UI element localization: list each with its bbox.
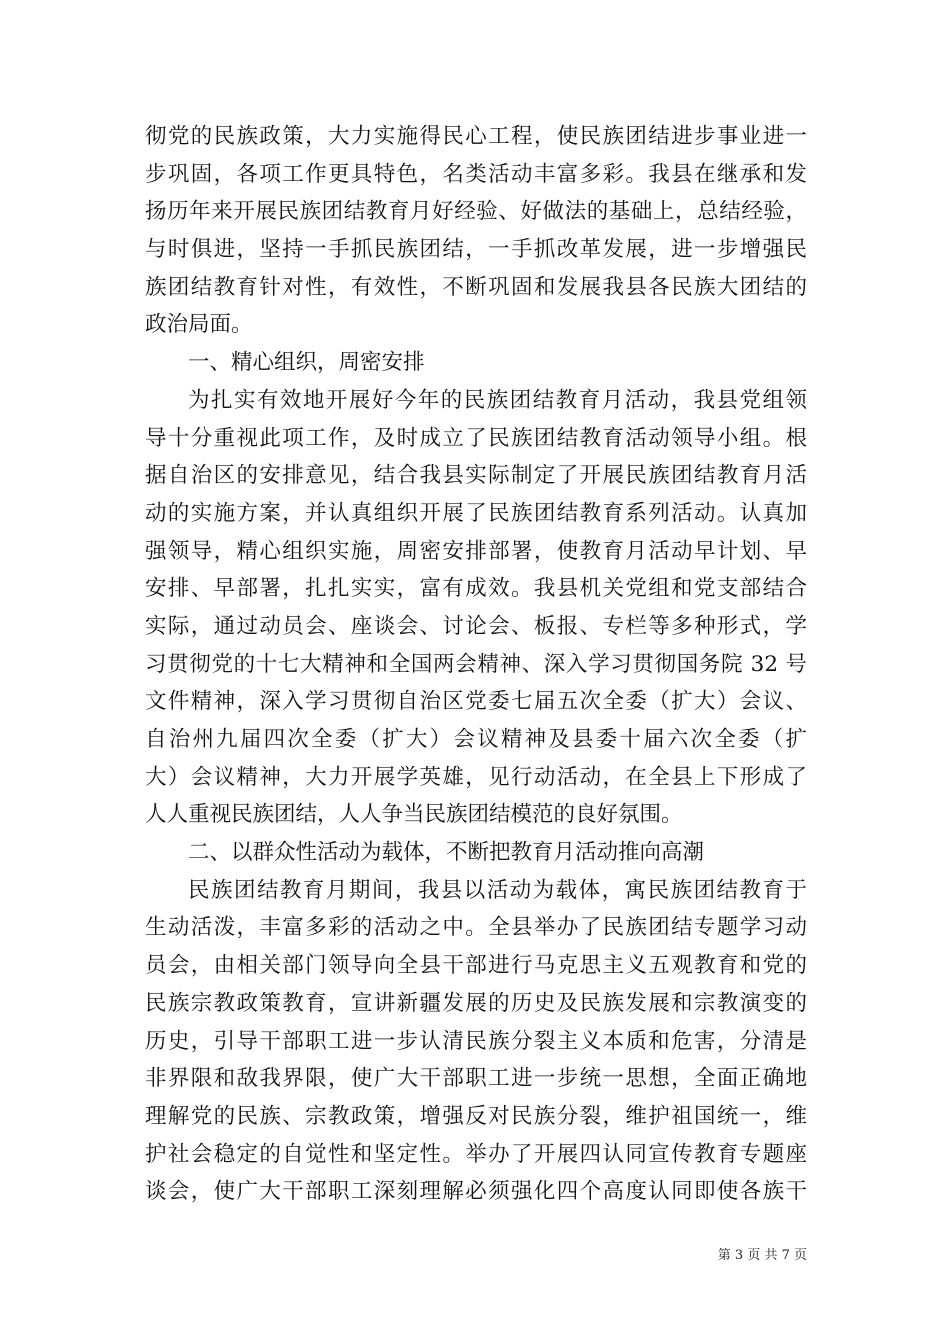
text-line: 扬历年来开展民族团结教育月好经验、好做法的基础上，总结经验， bbox=[145, 199, 807, 225]
text-line: 与时俱进，坚持一手抓民族团结，一手抓改革发展，进一步增强民 bbox=[145, 237, 807, 263]
text-line: 历史，引导干部职工进一步认清民族分裂主义本质和危害，分清是 bbox=[145, 1028, 807, 1054]
document-body bbox=[145, 118, 807, 1211]
text-line: 理解党的民族、宗教政策，增强反对民族分裂，维护祖国统一，维 bbox=[145, 1103, 807, 1129]
text-line: 民族宗教政策教育，宣讲新疆发展的历史及民族发展和宗教演变的 bbox=[145, 990, 807, 1016]
text-line: 为扎实有效地开展好今年的民族团结教育月活动，我县党组领 bbox=[188, 387, 807, 413]
text-line: 政治局面。 bbox=[145, 312, 253, 338]
text-line: 彻党的民族政策，大力实施得民心工程，使民族团结进步事业进一 bbox=[145, 124, 807, 149]
text-line: 强领导，精心组织实施，周密安排部署，使教育月活动早计划、早 bbox=[145, 538, 807, 564]
text-line: 自治州九届四次全委（扩大）会议精神及县委十届六次全委（扩 bbox=[145, 727, 807, 752]
text-line: 大）会议精神，大力开展学英雄，见行动活动，在全县上下形成了 bbox=[145, 764, 807, 790]
text-line: 生动活泼，丰富多彩的活动之中。全县举办了民族团结专题学习动 bbox=[145, 915, 807, 941]
text-line: 非界限和敌我界限，使广大干部职工进一步统一思想，全面正确地 bbox=[145, 1066, 807, 1092]
text-line: 文件精神，深入学习贯彻自治区党委七届五次全委（扩大）会议、 bbox=[145, 689, 807, 715]
text-line: 员会，由相关部门领导向全县干部进行马克思主义五观教育和党的 bbox=[145, 953, 807, 979]
text-line: 民族团结教育月期间，我县以活动为载体，寓民族团结教育于 bbox=[188, 877, 807, 903]
text-line: 谈会，使广大干部职工深刻理解必须强化四个高度认同即使各族干 bbox=[145, 1179, 807, 1205]
section-heading-1: 一、精心组织，周密安排 bbox=[188, 350, 425, 376]
text-line: 动的实施方案，并认真组织开展了民族团结教育系列活动。认真加 bbox=[145, 500, 807, 526]
text-line: 步巩固，各项工作更具特色，名类活动丰富多彩。我县在继承和发 bbox=[145, 161, 807, 187]
text-line: 实际，通过动员会、座谈会、讨论会、板报、专栏等多种形式，学 bbox=[145, 613, 807, 639]
text-line: 安排、早部署，扎扎实实，富有成效。我县机关党组和党支部结合 bbox=[145, 576, 807, 602]
page-number: 第 3 页 共 7 页 bbox=[717, 1248, 807, 1263]
text-line: 据自治区的安排意见，结合我县实际制定了开展民族团结教育月活 bbox=[145, 463, 807, 489]
text-line: 护社会稳定的自觉性和坚定性。举办了开展四认同宣传教育专题座 bbox=[145, 1141, 807, 1167]
section-heading-2: 二、以群众性活动为载体，不断把教育月活动推向高潮 bbox=[188, 840, 705, 866]
text-line: 习贯彻党的十七大精神和全国两会精神、深入学习贯彻国务院 32 号 bbox=[145, 651, 807, 677]
text-line: 族团结教育针对性，有效性，不断巩固和发展我县各民族大团结的 bbox=[145, 274, 807, 300]
text-line: 人人重视民族团结，人人争当民族团结模范的良好氛围。 bbox=[145, 802, 683, 828]
text-line: 导十分重视此项工作，及时成立了民族团结教育活动领导小组。根 bbox=[145, 425, 807, 451]
